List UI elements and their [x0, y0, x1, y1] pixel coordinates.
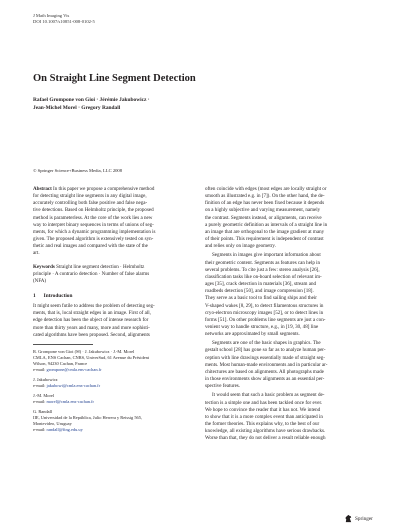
- abstract: [33, 186, 193, 258]
- body-line: Segments are one of the basic shapes in graphics. The: [212, 340, 321, 347]
- left-column: [33, 186, 193, 433]
- affiliation-line: G. Randall: [33, 408, 53, 414]
- springer-knight-icon: [344, 514, 353, 523]
- abstract-line: method is parameterless. At the core of the work lies a new: [33, 214, 153, 221]
- body-line: gestalt school [28] has gone so far as to analyze human per-: [205, 347, 326, 354]
- body-paragraph: [205, 186, 367, 250]
- abstract-line: In this paper we propose a comprehensive method: [53, 186, 155, 192]
- body-line: their geometric content. Segments as features can help in: [205, 259, 321, 266]
- section-title: Introduction: [43, 293, 73, 300]
- intro-line: It might seem futile to address the problem of detecting seg-: [33, 303, 155, 310]
- body-paragraph: [205, 252, 367, 338]
- body-line: to show that it is a more complex event than anticipated in: [205, 413, 323, 420]
- right-column: [205, 186, 367, 444]
- author-list: [33, 96, 150, 112]
- email-label: e-mail:: [33, 366, 46, 372]
- affiliation-line: J. Jakubowicz: [33, 376, 58, 382]
- footnote-divider: [33, 344, 93, 345]
- abstract-line: for detecting straight line segments in any digital image,: [33, 193, 147, 200]
- abstract-line: accurately controlling both false positive and false nega-: [33, 200, 148, 207]
- abstract-line: given. The proposed algorithm is extensively tested on syn-: [33, 236, 154, 243]
- body-line: often coincide with edges (most edges are locally straight or: [205, 186, 327, 192]
- email-link[interactable]: grompone@cmla.ens-cachan.fr: [46, 366, 102, 372]
- body-line: forms [51]. On other problems line segments are just a con-: [205, 316, 326, 323]
- affiliation-line: Montevideo, Uruguay: [33, 420, 72, 426]
- journal-header: [33, 13, 95, 25]
- abstract-label: Abstract: [33, 186, 52, 192]
- body-line: an image that are orthogonal to the image gradient at many: [205, 228, 325, 235]
- publisher-name: Springer: [355, 515, 373, 522]
- copyright-notice: © Springer Science+Business Media, LLC 2008: [33, 168, 123, 173]
- journal-doi: DOI 10.1007/s10851-008-0102-5: [33, 19, 95, 24]
- affiliation-line: IIE, Universidad de la República, Julio Herrera y Reissig 565,: [33, 414, 143, 420]
- intro-line: ments, that is, local straight edges in an image. First of all,: [33, 310, 151, 317]
- affiliations: [33, 349, 193, 433]
- section-heading-introduction: [33, 293, 193, 299]
- body-paragraph: [205, 340, 367, 390]
- body-line: ception with line drawings essentially made of straight seg-: [205, 354, 325, 361]
- abstract-line: thetic and real images and compared with the state of the: [33, 243, 148, 250]
- keywords-line: Straight line segment detection · Helmholtz: [56, 263, 145, 270]
- body-line: chitectures are based on alignments. All photographs made: [205, 368, 324, 375]
- body-line: They serve as a basic tool to find sailing ships and their: [205, 295, 317, 302]
- body-line: classification tasks like on-board selection of relevant im-: [205, 273, 322, 280]
- body-line: tection is a simple one and has been tackled once for ever.: [205, 399, 323, 406]
- keywords: [33, 264, 193, 285]
- affiliation-line: J.-M. Morel: [33, 392, 55, 398]
- body-line: the contrast. Segments instead, or alignments, can receive: [205, 214, 322, 221]
- keywords-line: principle · A contrario detection · Number of false alarms: [33, 270, 150, 277]
- body-line: cryo-electron microscopy images [52], or to detect lines in: [205, 309, 324, 316]
- introduction-paragraph: [33, 303, 193, 339]
- body-line: a purely geometric definition as intervals of a straight line in: [205, 221, 328, 228]
- body-line: ments. Most human-made environments and in particular ar-: [205, 361, 328, 368]
- publisher-logo: [344, 514, 373, 523]
- affiliation-line: Wilson, 94230 Cachan, France: [33, 360, 88, 366]
- body-line: venient way to handle structure, e.g., in [19, 30, 48] line: [205, 323, 319, 330]
- body-line: and relies only on image geometry.: [205, 243, 276, 250]
- body-line: Segments in images give important information about: [212, 252, 321, 259]
- affiliation-line: CMLA, ENS Cachan, CNRS, UniverSud, 61 Avenue du Président: [33, 354, 150, 360]
- affiliation-line: R. Grompone von Gioi (✉) · J. Jakubowicz · J.-M. Morel: [33, 348, 135, 354]
- keywords-label: Keywords: [33, 263, 55, 270]
- email-label: e-mail:: [33, 398, 46, 404]
- body-line: the former theories. This explains why, to the best of our: [205, 421, 320, 427]
- body-paragraph: [205, 392, 367, 442]
- abstract-line: way to interpret binary sequences in terms of unions of seg-: [33, 221, 154, 228]
- abstract-line: tive detections. Based on Helmholtz principle, the proposed: [33, 207, 154, 214]
- author-line-1: Rafael Grompone von Gioi · Jérémie Jakubowicz ·: [33, 97, 150, 103]
- abstract-line: ments, for which a dynamic programming implementation is: [33, 228, 156, 235]
- author-line-2: Jean-Michel Morel · Gregory Randall: [33, 105, 121, 111]
- email-link[interactable]: jakubowi@cmla.ens-cachan.fr: [46, 382, 101, 388]
- body-line: of their points. This requirement is independent of contrast: [205, 236, 324, 243]
- body-line: spective features.: [205, 383, 241, 390]
- body-line: We hope to convince the reader that it has not. We intend: [205, 406, 321, 413]
- body-line: V-shaped wakes [8, 29], to detect filamentous structures in: [205, 302, 324, 309]
- body-line: in those environments show alignments as an essential per-: [205, 376, 325, 383]
- body-line: knowledge, all existing algorithms have serious drawbacks.: [205, 428, 326, 435]
- paper-title: On Straight Line Segment Detection: [33, 73, 196, 84]
- intro-line: more than thirty years and many, more and more sophisti-: [33, 324, 150, 331]
- abstract-line: art.: [33, 250, 40, 257]
- body-line: ages [35], crack detection in materials [36], stream and: [205, 281, 316, 288]
- email-label: e-mail:: [33, 382, 46, 388]
- body-line: smooth as illustrated e.g. in [7]). On the other hand, the de-: [205, 193, 325, 200]
- body-line: several problems. To cite just a few: stereo analysis [26],: [205, 266, 320, 273]
- email-link[interactable]: morel@cmla.ens-cachan.fr: [46, 398, 94, 404]
- email-link[interactable]: randall@fing.edu.uy: [46, 426, 83, 432]
- body-line: Worse than that, they do not deliver a result reliable enough: [205, 435, 326, 442]
- body-line: finition of an edge has never been fixed because it depends: [205, 200, 325, 207]
- keywords-line: (NFA): [33, 277, 47, 284]
- email-label: e-mail:: [33, 426, 46, 432]
- body-line: networks are approximated by small segments.: [205, 331, 300, 338]
- body-line: on a highly subjective and varying measurement, namely: [205, 207, 321, 214]
- body-line: roadbeds detection [50], and image compression [18].: [205, 288, 314, 295]
- intro-line: edge detection has been the object of intense research for: [33, 317, 149, 324]
- section-number: 1: [33, 293, 36, 300]
- body-line: It would seem that such a basic problem as segment de-: [212, 392, 325, 399]
- intro-line: cated algorithms have been proposed. Second, alignments: [33, 331, 150, 338]
- journal-name: J Math Imaging Vis: [33, 13, 70, 18]
